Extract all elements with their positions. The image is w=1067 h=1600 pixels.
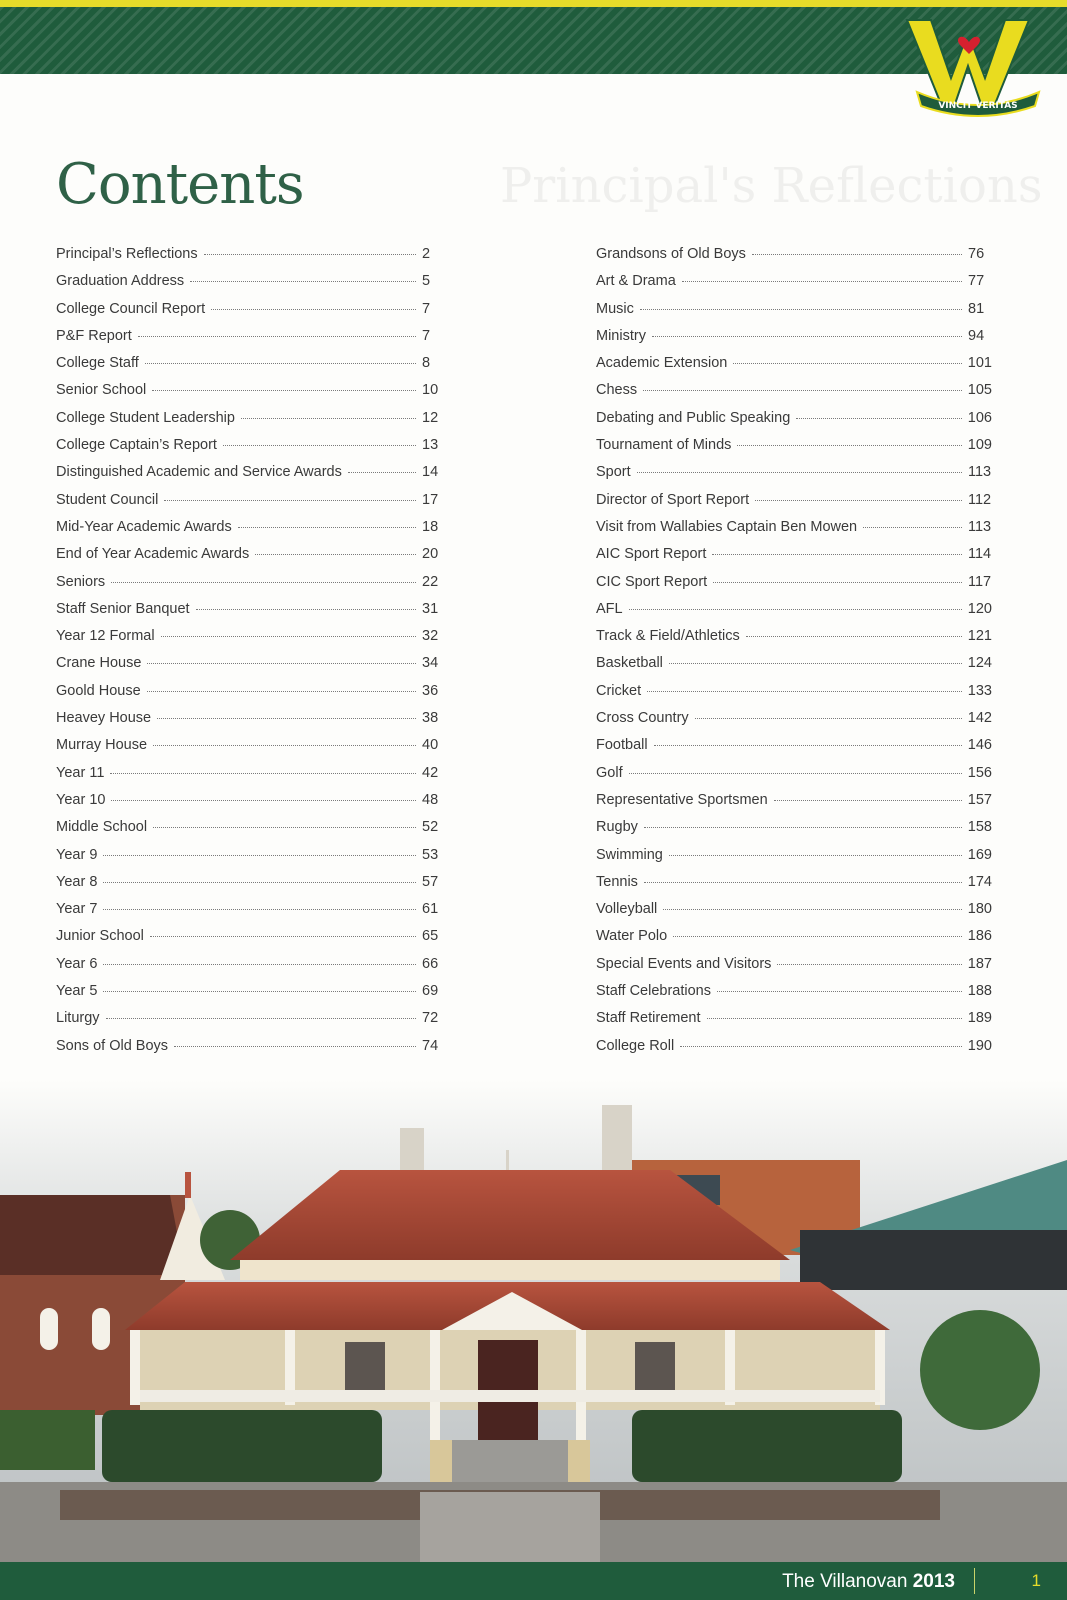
toc-entry-page: 187 (967, 955, 992, 972)
toc-entry-page: 74 (422, 1037, 439, 1054)
toc-entry-page: 120 (967, 600, 992, 617)
toc-entry-title: Water Polo (596, 928, 668, 945)
toc-dot-leader (644, 882, 962, 883)
toc-entry-title: Murray House (56, 737, 148, 754)
toc-dot-leader (103, 909, 416, 910)
toc-dot-leader (637, 472, 962, 473)
toc-dot-leader (746, 636, 962, 637)
toc-entry-page: 22 (422, 573, 439, 590)
toc-entry-title: Seniors (56, 573, 106, 590)
toc-dot-leader (103, 964, 416, 965)
toc-entry-page: 180 (967, 901, 992, 918)
toc-entry-title: Year 10 (56, 791, 106, 808)
toc-dot-leader (647, 691, 962, 692)
toc-entry-page: 17 (422, 491, 439, 508)
toc-entry-page: 121 (967, 628, 992, 645)
toc-entry (56, 273, 446, 300)
toc-entry-title: Volleyball (596, 901, 658, 918)
toc-entry-title: Year 7 (56, 901, 98, 918)
toc-entry-title: Debating and Public Speaking (596, 409, 791, 426)
toc-dot-leader (153, 745, 416, 746)
toc-entry (56, 519, 446, 546)
toc-entry (596, 710, 992, 737)
toc-entry-page: 40 (422, 737, 439, 754)
toc-entry-title: College Student Leadership (56, 409, 235, 426)
toc-entry (56, 847, 446, 874)
toc-entry-page: 109 (967, 437, 992, 454)
toc-dot-leader (106, 1018, 416, 1019)
toc-entry-page: 158 (967, 819, 992, 836)
toc-dot-leader (150, 936, 416, 937)
toc-dot-leader (796, 418, 962, 419)
toc-entry-title: Distinguished Academic and Service Awards (56, 464, 342, 481)
toc-entry-page: 52 (422, 819, 439, 836)
toc-entry (56, 683, 446, 710)
toc-entry (596, 847, 992, 874)
college-crest-logo (903, 8, 1053, 118)
toc-entry (56, 1010, 446, 1037)
toc-entry-page: 32 (422, 628, 439, 645)
toc-entry (596, 355, 992, 382)
toc-entry-title: Special Events and Visitors (596, 955, 772, 972)
toc-dot-leader (644, 827, 962, 828)
toc-entry (56, 1038, 446, 1065)
toc-entry-title: Tournament of Minds (596, 437, 732, 454)
toc-dot-leader (680, 1046, 962, 1047)
toc-entry-page: 174 (967, 873, 992, 890)
toc-dot-leader (733, 363, 961, 364)
toc-dot-leader (643, 390, 962, 391)
toc-entry-title: Staff Retirement (596, 1010, 701, 1027)
toc-entry-page: 186 (967, 928, 992, 945)
toc-entry-page: 169 (967, 846, 992, 863)
toc-dot-leader (673, 936, 962, 937)
toc-entry-page: 133 (967, 682, 992, 699)
toc-entry (56, 464, 446, 491)
footer-band (0, 1562, 1067, 1600)
toc-dot-leader (682, 281, 962, 282)
toc-entry (56, 601, 446, 628)
toc-entry-title: Director of Sport Report (596, 491, 750, 508)
toc-entry (596, 437, 992, 464)
toc-entry (56, 328, 446, 355)
toc-dot-leader (241, 418, 416, 419)
toc-entry-title: Chess (596, 382, 638, 399)
toc-entry-page: 106 (967, 409, 992, 426)
toc-entry-title: Staff Celebrations (596, 983, 711, 1000)
toc-entry-page: 76 (968, 246, 985, 262)
toc-entry-title: Year 11 (56, 764, 105, 781)
toc-entry (596, 928, 992, 955)
bleed-through-text: Principal's Reflections (500, 158, 1043, 214)
toc-entry-title: Mid-Year Academic Awards (56, 518, 232, 535)
toc-dot-leader (174, 1046, 416, 1047)
toc-entry-page: 156 (967, 764, 992, 781)
toc-entry-page: 117 (968, 573, 992, 590)
toc-entry-title: Cricket (596, 682, 642, 699)
toc-entry (596, 874, 992, 901)
toc-entry-title: Golf (596, 764, 623, 781)
toc-dot-leader (196, 609, 416, 610)
toc-entry-page: 114 (968, 546, 992, 563)
toc-entry (56, 437, 446, 464)
toc-dot-leader (152, 390, 416, 391)
toc-entry (596, 737, 992, 764)
toc-entry-page: 112 (968, 491, 992, 508)
toc-entry-title: Year 12 Formal (56, 628, 155, 645)
toc-entry-page: 81 (968, 300, 985, 317)
toc-column-left (56, 246, 446, 1065)
toc-entry-page: 12 (422, 409, 439, 426)
toc-entry-page: 20 (422, 546, 439, 563)
toc-entry-title: College Roll (596, 1037, 675, 1054)
toc-dot-leader (669, 663, 962, 664)
toc-entry-page: 77 (968, 273, 985, 290)
toc-entry-page: 42 (422, 764, 439, 781)
toc-entry-title: AFL (596, 600, 623, 617)
toc-dot-leader (255, 554, 416, 555)
toc-entry-page: 65 (422, 928, 439, 945)
toc-entry-title: Liturgy (56, 1010, 100, 1027)
toc-entry (596, 628, 992, 655)
toc-entry-title: College Council Report (56, 300, 206, 317)
toc-entry (596, 792, 992, 819)
toc-entry (596, 956, 992, 983)
toc-entry-title: Junior School (56, 928, 144, 945)
toc-dot-leader (103, 855, 416, 856)
toc-entry-page: 31 (422, 600, 439, 617)
toc-dot-leader (111, 800, 416, 801)
toc-entry-title: Sport (596, 464, 631, 481)
toc-dot-leader (663, 909, 962, 910)
toc-dot-leader (153, 827, 416, 828)
toc-entry (596, 273, 992, 300)
toc-entry (596, 464, 992, 491)
crest-motto: VINCIT VERITAS (938, 101, 1018, 111)
toc-entry (56, 628, 446, 655)
toc-entry (596, 246, 992, 273)
toc-entry-title: Middle School (56, 819, 148, 836)
toc-column-right (596, 246, 992, 1065)
toc-dot-leader (110, 773, 416, 774)
toc-entry-title: Heavey House (56, 710, 152, 727)
toc-entry-page: 8 (422, 355, 431, 372)
page-number: 1 (1031, 1571, 1041, 1590)
toc-entry-page: 113 (968, 518, 992, 535)
toc-entry-title: Crane House (56, 655, 142, 672)
toc-entry (56, 382, 446, 409)
toc-entry-title: P&F Report (56, 327, 132, 344)
toc-dot-leader (145, 363, 416, 364)
toc-entry-title: Academic Extension (596, 355, 728, 372)
toc-entry-title: Grandsons of Old Boys (596, 246, 746, 262)
toc-entry-page: 189 (967, 1010, 992, 1027)
toc-entry (56, 655, 446, 682)
toc-entry (596, 983, 992, 1010)
toc-dot-leader (755, 500, 962, 501)
toc-entry-page: 105 (967, 382, 992, 399)
toc-entry-title: Year 9 (56, 846, 98, 863)
footer-publication (782, 1571, 955, 1593)
toc-dot-leader (654, 745, 962, 746)
publication-year: 2013 (912, 1571, 955, 1592)
toc-entry (596, 574, 992, 601)
toc-entry (56, 410, 446, 437)
toc-entry (56, 874, 446, 901)
toc-dot-leader (695, 718, 962, 719)
toc-entry-title: Tennis (596, 873, 638, 890)
toc-entry (596, 1010, 992, 1037)
toc-entry (596, 519, 992, 546)
toc-entry-title: College Staff (56, 355, 139, 372)
toc-entry-title: Principal’s Reflections (56, 246, 198, 262)
toc-dot-leader (211, 309, 416, 310)
toc-entry-page: 72 (422, 1010, 439, 1027)
toc-dot-leader (752, 254, 962, 255)
toc-entry (596, 1038, 992, 1065)
toc-dot-leader (103, 882, 416, 883)
toc-dot-leader (737, 445, 961, 446)
toc-entry (56, 765, 446, 792)
toc-entry (596, 601, 992, 628)
toc-entry (596, 301, 992, 328)
toc-entry (56, 492, 446, 519)
toc-entry-page: 36 (422, 682, 439, 699)
toc-entry-title: Staff Senior Banquet (56, 600, 190, 617)
toc-dot-leader (713, 582, 962, 583)
toc-entry (56, 737, 446, 764)
toc-dot-leader (147, 663, 416, 664)
toc-entry-title: Sons of Old Boys (56, 1037, 169, 1054)
toc-entry (596, 382, 992, 409)
toc-dot-leader (103, 991, 416, 992)
toc-dot-leader (348, 472, 416, 473)
toc-dot-leader (777, 964, 961, 965)
toc-entry (56, 792, 446, 819)
toc-entry-title: Rugby (596, 819, 638, 836)
toc-dot-leader (157, 718, 416, 719)
toc-entry (56, 956, 446, 983)
toc-entry-page: 13 (422, 437, 439, 454)
publication-title: The Villanovan (782, 1571, 908, 1592)
toc-entry-page: 34 (422, 655, 439, 672)
toc-entry-page: 5 (422, 273, 431, 290)
toc-dot-leader (712, 554, 962, 555)
toc-entry (596, 328, 992, 355)
toc-entry (56, 574, 446, 601)
toc-entry (596, 546, 992, 573)
toc-entry (56, 819, 446, 846)
toc-dot-leader (190, 281, 416, 282)
toc-entry-title: Swimming (596, 846, 663, 863)
toc-dot-leader (640, 309, 962, 310)
toc-entry (596, 819, 992, 846)
toc-entry-page: 7 (422, 327, 431, 344)
toc-entry-title: Graduation Address (56, 273, 185, 290)
toc-entry (596, 410, 992, 437)
toc-entry-title: CIC Sport Report (596, 573, 708, 590)
toc-entry-title: Senior School (56, 382, 147, 399)
toc-entry-title: Representative Sportsmen (596, 791, 768, 808)
toc-entry (596, 901, 992, 928)
toc-entry-page: 157 (967, 791, 992, 808)
toc-dot-leader (669, 855, 962, 856)
college-building-photo (0, 1080, 1067, 1562)
toc-entry-title: Track & Field/Athletics (596, 628, 740, 645)
toc-dot-leader (204, 254, 416, 255)
toc-entry-title: Student Council (56, 491, 159, 508)
toc-entry-page: 14 (422, 464, 439, 481)
toc-entry-title: Football (596, 737, 648, 754)
toc-entry (56, 546, 446, 573)
toc-entry (56, 983, 446, 1010)
toc-entry-page: 113 (968, 464, 992, 481)
toc-entry-title: Year 8 (56, 873, 98, 890)
toc-entry (596, 765, 992, 792)
toc-entry-title: Ministry (596, 327, 646, 344)
toc-dot-leader (652, 336, 962, 337)
toc-dot-leader (147, 691, 416, 692)
toc-entry-title: AIC Sport Report (596, 546, 707, 563)
toc-entry (596, 492, 992, 519)
toc-entry-page: 94 (968, 327, 985, 344)
toc-entry (56, 246, 446, 273)
toc-dot-leader (111, 582, 416, 583)
toc-entry-page: 48 (422, 791, 439, 808)
toc-entry-title: Visit from Wallabies Captain Ben Mowen (596, 518, 858, 535)
toc-entry-page: 146 (967, 737, 992, 754)
toc-entry-title: Year 5 (56, 983, 98, 1000)
toc-entry-page: 66 (422, 955, 439, 972)
toc-entry-page: 38 (422, 710, 439, 727)
toc-entry-page: 124 (967, 655, 992, 672)
toc-entry (56, 710, 446, 737)
toc-entry-page: 142 (967, 710, 992, 727)
toc-entry (56, 301, 446, 328)
toc-entry-page: 7 (422, 300, 431, 317)
toc-entry (596, 655, 992, 682)
toc-entry (56, 901, 446, 928)
toc-entry-title: Cross Country (596, 710, 689, 727)
toc-dot-leader (707, 1018, 962, 1019)
toc-entry-page: 53 (422, 846, 439, 863)
toc-dot-leader (223, 445, 416, 446)
toc-dot-leader (863, 527, 962, 528)
toc-entry-page: 18 (422, 518, 439, 535)
toc-dot-leader (629, 773, 962, 774)
toc-entry-page: 57 (422, 873, 439, 890)
toc-entry (56, 928, 446, 955)
toc-dot-leader (774, 800, 962, 801)
toc-entry-page: 61 (422, 901, 439, 918)
toc-entry (596, 683, 992, 710)
toc-dot-leader (629, 609, 962, 610)
toc-entry (56, 355, 446, 382)
toc-entry-page: 10 (422, 382, 439, 399)
toc-dot-leader (238, 527, 416, 528)
footer-divider (974, 1568, 975, 1594)
toc-dot-leader (138, 336, 416, 337)
toc-dot-leader (164, 500, 416, 501)
toc-entry-title: End of Year Academic Awards (56, 546, 250, 563)
toc-entry-title: Year 6 (56, 955, 98, 972)
toc-dot-leader (717, 991, 962, 992)
toc-entry-page: 69 (422, 983, 439, 1000)
toc-entry-title: Goold House (56, 682, 141, 699)
page-title: Contents (56, 152, 304, 217)
toc-entry-title: College Captain’s Report (56, 437, 217, 454)
toc-dot-leader (161, 636, 416, 637)
toc-entry-title: Music (596, 300, 634, 317)
toc-entry-page: 188 (967, 983, 992, 1000)
toc-entry-page: 101 (967, 355, 992, 372)
toc-entry-title: Basketball (596, 655, 663, 672)
toc-entry-page: 190 (967, 1037, 992, 1054)
toc-entry-title: Art & Drama (596, 273, 676, 290)
toc-entry-page: 2 (422, 246, 431, 262)
